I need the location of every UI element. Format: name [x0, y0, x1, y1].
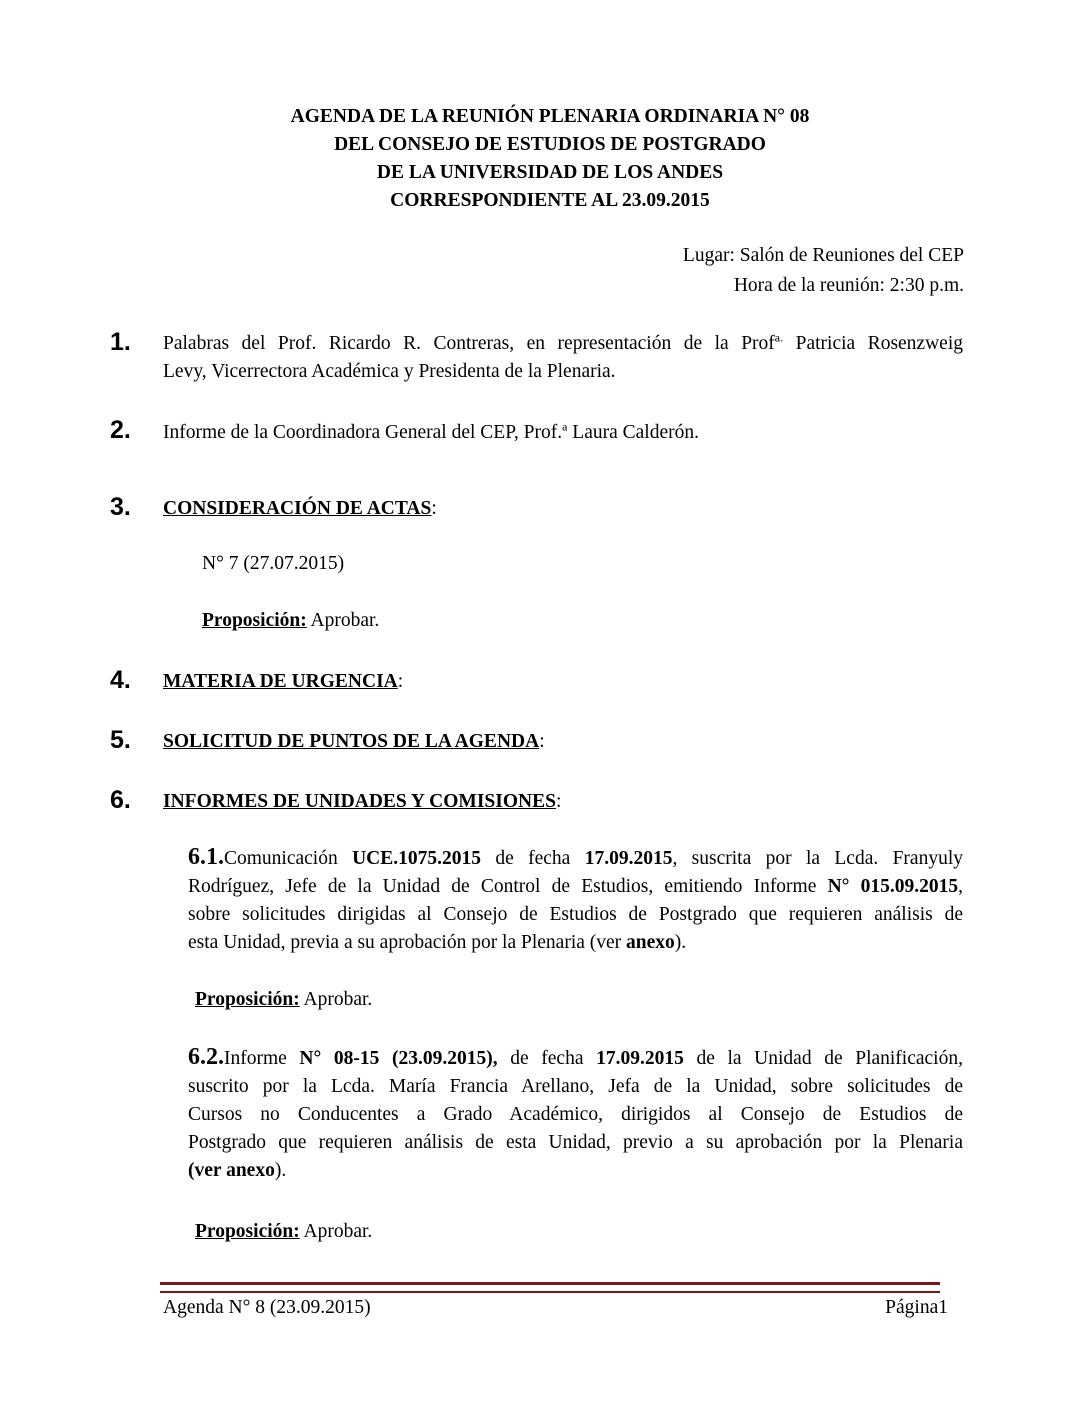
subitem-6-1-line-3: sobre solicitudes dirigidas al Consejo de Estudios de Postgrado que requieren análisis de — [188, 904, 963, 925]
subitem-6-2 — [188, 1043, 963, 1185]
meeting-time: Hora de la reunión: 2:30 p.m. — [733, 275, 964, 296]
subitem-6-2-line-5: (ver anexo). — [188, 1160, 287, 1181]
item-1-number: 1. — [110, 328, 131, 356]
item-2-text: Informe de la Coordinadora General del CEP, Prof.$^a$ Laura Calderón. — [163, 419, 699, 443]
title-line-4: CORRESPONDIENTE AL 23.09.2015 — [390, 190, 710, 211]
document-title — [160, 103, 940, 215]
item-1-line-2: Levy, Vicerrectora Académica y Presidenta de la Plenaria. — [163, 361, 616, 382]
acta-entry: N° 7 (27.07.2015) — [202, 553, 345, 574]
subitem-6-2-line-4: Postgrado que requieren análisis de esta Unidad, previo a su aprobación por la Plenaria — [188, 1132, 963, 1153]
footer-divider — [160, 1282, 940, 1293]
subitem-6-2-line-3: Cursos no Conducentes a Grado Académico, dirigidos al Consejo de Estudios de — [188, 1104, 963, 1125]
item-6-number: 6. — [110, 786, 131, 814]
item-3-heading: CONSIDERACIÓN DE ACTAS: — [163, 498, 437, 519]
item-4-number: 4. — [110, 666, 131, 694]
item-5-number: 5. — [110, 726, 131, 754]
item-3-proposition: Proposición: Aprobar. — [202, 610, 380, 631]
title-line-1: AGENDA DE LA REUNIÓN PLENARIA ORDINARIA N° 08 — [290, 106, 810, 127]
subitem-6-2-proposition: Proposición: Aprobar. — [195, 1221, 373, 1242]
subitem-6-1-line-2: Rodríguez, Jefe de la Unidad de Control de Estudios, emitiendo Informe N° 015.09.2015, — [188, 876, 963, 897]
title-line-2: DEL CONSEJO DE ESTUDIOS DE POSTGRADO — [334, 134, 766, 155]
subitem-6-1-line-4: esta Unidad, previa a su aprobación por la Plenaria (ver anexo). — [188, 932, 687, 953]
subitem-6-1 — [188, 843, 963, 957]
item-1-line-1: Palabras del Prof. Ricardo R. Contreras, en representación de la Prof$^{a.}$ Patricia Rosenzweig — [163, 330, 963, 354]
item-3-number: 3. — [110, 493, 131, 521]
subitem-6-1-line-1: 6.1.Comunicación UCE.1075.2015 de fecha 17.09.2015, suscrita por la Lcda. Franyuly — [188, 844, 963, 870]
item-2-number: 2. — [110, 416, 131, 444]
footer-agenda-reference: Agenda N° 8 (23.09.2015) — [163, 1297, 371, 1318]
item-6-heading: INFORMES DE UNIDADES Y COMISIONES: — [163, 791, 562, 812]
item-1-text — [163, 330, 963, 386]
meeting-details — [683, 241, 964, 301]
meeting-place: Lugar: Salón de Reuniones del CEP — [682, 245, 964, 266]
footer-page-number: Página1 — [885, 1297, 948, 1318]
item-5-heading: SOLICITUD DE PUNTOS DE LA AGENDA: — [163, 731, 545, 752]
item-4-heading: MATERIA DE URGENCIA: — [163, 671, 404, 692]
subitem-6-2-line-2: suscrito por la Lcda. María Francia Arellano, Jefa de la Unidad, sobre solicitudes de — [188, 1076, 963, 1097]
title-line-3: DE LA UNIVERSIDAD DE LOS ANDES — [376, 162, 724, 183]
subitem-6-1-proposition: Proposición: Aprobar. — [195, 989, 373, 1010]
subitem-6-2-line-1: 6.2.Informe N° 08-15 (23.09.2015), de fecha 17.09.2015 de la Unidad de Planificación, — [188, 1044, 963, 1070]
